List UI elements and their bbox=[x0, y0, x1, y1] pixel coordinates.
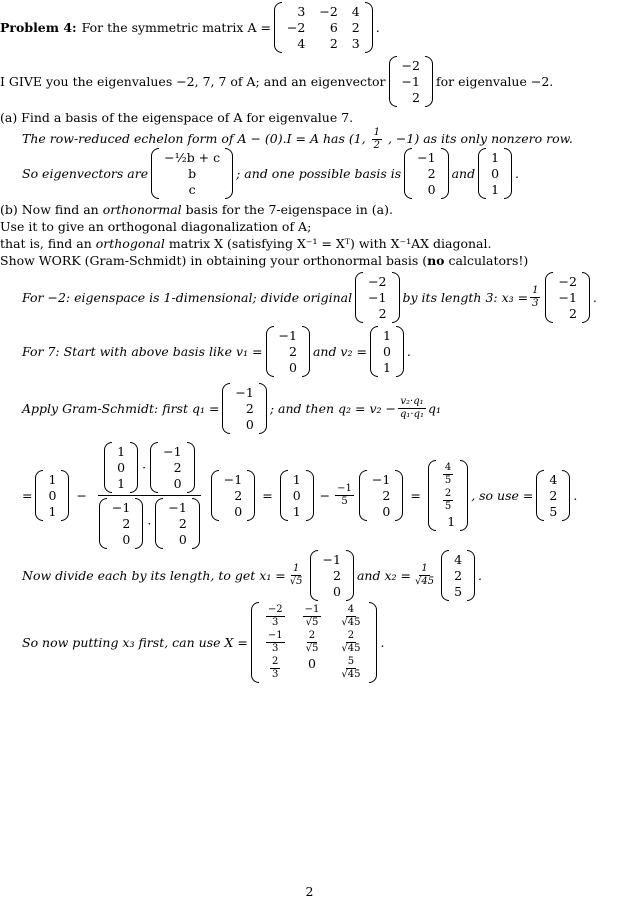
matrix-cell: −2 bbox=[558, 274, 577, 289]
matrix-cell bbox=[301, 604, 324, 629]
eigen-given-text: I GIVE you the eigenvalues −2, 7, 7 of A; and an eigenvector bbox=[0, 74, 386, 89]
matrix-cell: 1 bbox=[48, 472, 57, 487]
right-paren bbox=[396, 326, 404, 377]
matrix-cell: 0 bbox=[382, 504, 391, 519]
matrix-cell: −2 bbox=[319, 4, 338, 19]
period-text: . bbox=[515, 166, 520, 181]
projection-big-fraction bbox=[93, 440, 206, 551]
sqrt45-num: 1 bbox=[421, 563, 428, 574]
fraction-numerator: 2 bbox=[444, 488, 452, 499]
matrix-cell: −1 bbox=[558, 290, 577, 305]
matrix-cell: −1 bbox=[401, 74, 420, 89]
matrix-cells bbox=[43, 470, 61, 521]
fraction-denominator: 3 bbox=[272, 669, 279, 680]
cell-fraction bbox=[339, 656, 362, 681]
matrix-cells bbox=[378, 326, 396, 377]
matrix-cells bbox=[397, 56, 425, 107]
matrix-cells bbox=[288, 470, 306, 521]
left-paren bbox=[151, 148, 159, 199]
matrix-cell: 0 bbox=[307, 656, 316, 671]
left-paren bbox=[478, 148, 486, 199]
sqrt45-den: √45 bbox=[414, 576, 435, 587]
fraction-denominator: √5 bbox=[305, 643, 319, 654]
right-paren bbox=[365, 2, 373, 53]
cell-fraction bbox=[266, 630, 285, 655]
matrix-cell: −2 bbox=[286, 20, 306, 35]
matrix-cell bbox=[337, 630, 364, 655]
matrix-cell: 0 bbox=[48, 488, 57, 503]
num-q1 bbox=[150, 442, 194, 493]
matrix-cells bbox=[230, 383, 258, 434]
period-text-5: . bbox=[478, 568, 483, 583]
matrix-cell: 1 bbox=[491, 150, 500, 165]
projection-computation bbox=[22, 440, 577, 551]
coef-num: −1 bbox=[337, 483, 352, 494]
rref-text-post: , −1) as its only nonzero row. bbox=[387, 131, 573, 146]
matrix-cell: 2 bbox=[288, 344, 297, 359]
part-a-question: (a) Find a basis of the eigenspace of A for eigenvalue 7. bbox=[0, 110, 354, 125]
fraction-numerator: −2 bbox=[267, 604, 283, 615]
matrix-cell: c bbox=[188, 182, 196, 197]
general-eigenvector bbox=[151, 148, 233, 199]
fraction-denominator: 5 bbox=[444, 501, 452, 512]
matrix-cell: 2 bbox=[427, 166, 436, 181]
part-b3-post: matrix X (satisfying X⁻¹ = Xᵀ) with X⁻¹AX diagonal. bbox=[168, 236, 492, 251]
cell-fraction bbox=[443, 488, 453, 513]
matrix-cells bbox=[412, 148, 440, 199]
gs-frac-num: v₂·q₁ bbox=[400, 396, 424, 407]
right-paren bbox=[562, 470, 570, 521]
left-paren bbox=[370, 326, 378, 377]
matrix-cell: 0 bbox=[333, 584, 341, 599]
period-text-3: . bbox=[406, 344, 411, 359]
period-text-2: . bbox=[592, 290, 597, 305]
third-num: 1 bbox=[532, 285, 539, 296]
matrix-cell: 2 bbox=[245, 401, 254, 416]
rref-text-pre: The row-reduced echelon form of A − (0).I = A has (1, bbox=[22, 131, 366, 146]
cell-fraction bbox=[303, 604, 322, 629]
matrix-cell: 2 bbox=[351, 20, 360, 35]
v2-vector-b bbox=[35, 470, 69, 521]
right-paren bbox=[247, 470, 255, 521]
left-paren bbox=[389, 56, 397, 107]
for7-line bbox=[22, 326, 411, 377]
part-b4-bold: no bbox=[427, 253, 445, 268]
part-b-line-4 bbox=[0, 253, 528, 269]
matrix-a bbox=[274, 2, 373, 53]
right-paren bbox=[302, 326, 310, 377]
matrix-cells bbox=[219, 470, 247, 521]
half-den: 2 bbox=[373, 140, 380, 151]
matrix-cells bbox=[259, 602, 370, 683]
right-paren bbox=[460, 460, 468, 531]
matrix-cells bbox=[107, 498, 135, 549]
left-paren bbox=[536, 470, 544, 521]
matrix-cell bbox=[337, 656, 364, 681]
equals-sign-3: = bbox=[410, 488, 421, 503]
matrix-cell: 0 bbox=[122, 532, 131, 547]
gs-tail: q₁ bbox=[427, 401, 441, 416]
eigenvectors-line bbox=[22, 148, 519, 199]
left-paren bbox=[35, 470, 43, 521]
matrix-cell: 4 bbox=[549, 472, 558, 487]
fraction-denominator: √5 bbox=[305, 617, 319, 628]
period-text-4: . bbox=[573, 488, 578, 503]
left-paren bbox=[104, 442, 112, 493]
x3-vector bbox=[545, 272, 589, 323]
matrix-cells bbox=[486, 148, 504, 199]
equals-sign: = bbox=[22, 488, 33, 503]
matrix-cell: 4 bbox=[351, 4, 360, 19]
matrix-cell bbox=[264, 604, 287, 629]
fraction-denominator: 5 bbox=[444, 475, 452, 486]
original-eigenvector bbox=[355, 272, 399, 323]
left-paren bbox=[150, 442, 158, 493]
matrix-cell: 6 bbox=[329, 20, 338, 35]
matrix-cells bbox=[553, 272, 581, 323]
cell-fraction bbox=[339, 630, 362, 655]
matrix-cells bbox=[544, 470, 562, 521]
matrix-cell: 2 bbox=[549, 488, 558, 503]
matrix-cell bbox=[441, 462, 455, 487]
eigenvector-neg2 bbox=[389, 56, 433, 107]
matrix-cell: 0 bbox=[427, 182, 436, 197]
matrix-cell: −1 bbox=[417, 150, 436, 165]
left-paren bbox=[310, 550, 318, 601]
period-text-6: . bbox=[380, 635, 385, 650]
fraction-denominator: 3 bbox=[272, 643, 279, 654]
left-paren bbox=[428, 460, 436, 531]
projection-numerator bbox=[98, 440, 200, 496]
part-b4-post: calculators!) bbox=[448, 253, 529, 268]
right-paren bbox=[187, 442, 195, 493]
matrix-cell bbox=[264, 656, 287, 681]
x1-vector bbox=[310, 550, 354, 601]
matrix-cell: 2 bbox=[382, 488, 391, 503]
matrix-cell: 2 bbox=[333, 568, 341, 583]
matrix-cell: −1 bbox=[235, 385, 254, 400]
right-paren bbox=[467, 550, 475, 601]
matrix-cell: −1 bbox=[371, 472, 391, 487]
matrix-cell: −1 bbox=[322, 552, 341, 567]
fraction-numerator: −1 bbox=[304, 604, 320, 615]
matrix-cell: 4 bbox=[297, 36, 306, 51]
cell-fraction bbox=[443, 462, 453, 487]
matrix-cells bbox=[318, 550, 346, 601]
fraction-denominator: √45 bbox=[341, 617, 361, 628]
fraction-numerator: −1 bbox=[267, 630, 283, 641]
matrix-cell: −1 bbox=[223, 472, 243, 487]
right-paren bbox=[392, 272, 400, 323]
right-paren bbox=[259, 383, 267, 434]
matrix-cell bbox=[264, 630, 287, 655]
matrix-cell: 2 bbox=[378, 306, 387, 321]
left-paren bbox=[441, 550, 449, 601]
matrix-cells bbox=[449, 550, 467, 601]
eigen-given-post: for eigenvalue −2. bbox=[435, 74, 554, 89]
normalize-mid: and x₂ = bbox=[356, 568, 411, 583]
right-paren bbox=[582, 272, 590, 323]
left-paren bbox=[155, 498, 163, 549]
part-b1-post: basis for the 7-eigenspace in (a). bbox=[185, 202, 393, 217]
left-paren bbox=[274, 2, 282, 53]
left-paren bbox=[355, 272, 363, 323]
sqrt5-fraction bbox=[288, 563, 305, 588]
matrix-cell: 0 bbox=[178, 532, 187, 547]
matrix-cell: 1 bbox=[292, 472, 301, 487]
third-den: 3 bbox=[532, 298, 539, 309]
comma-text: . bbox=[375, 20, 380, 35]
matrix-cell: 1 bbox=[447, 514, 456, 529]
gs-mid: ; and then q₂ = v₂ − bbox=[269, 401, 396, 416]
fraction-numerator: 5 bbox=[347, 656, 355, 667]
matrix-cells bbox=[274, 326, 302, 377]
matrix-cell: 0 bbox=[382, 344, 391, 359]
projection-denominator bbox=[93, 496, 206, 551]
left-paren bbox=[251, 602, 259, 683]
coef-den: 5 bbox=[341, 496, 348, 507]
left-paren bbox=[280, 470, 288, 521]
for7-pre: For 7: Start with above basis like v₁ = bbox=[22, 344, 263, 359]
right-paren bbox=[130, 442, 138, 493]
coef-fraction bbox=[335, 483, 354, 508]
cell-fraction bbox=[270, 656, 280, 681]
matrix-cell: 0 bbox=[234, 504, 243, 519]
normalize-line bbox=[22, 550, 482, 601]
final-line bbox=[22, 602, 384, 683]
matrix-cell: 5 bbox=[549, 504, 558, 519]
matrix-cell bbox=[441, 488, 455, 513]
sqrt5-num: 1 bbox=[292, 563, 300, 574]
matrix-cell: 0 bbox=[292, 488, 301, 503]
part-b-line-3 bbox=[0, 236, 491, 252]
matrix-cells bbox=[159, 148, 225, 199]
matrix-cell: 2 bbox=[454, 568, 463, 583]
matrix-cell: −2 bbox=[401, 58, 420, 73]
matrix-cell: 0 bbox=[288, 360, 297, 375]
cell-fraction bbox=[304, 630, 321, 655]
matrix-cell: 2 bbox=[178, 516, 187, 531]
matrix-cells bbox=[436, 460, 460, 531]
matrix-cell: 1 bbox=[117, 444, 126, 459]
left-paren bbox=[222, 383, 230, 434]
matrix-cell: 1 bbox=[491, 182, 500, 197]
gram-schmidt-line bbox=[22, 383, 441, 434]
right-paren bbox=[225, 148, 233, 199]
matrix-cell: 0 bbox=[245, 417, 254, 432]
fraction-numerator: 4 bbox=[347, 604, 355, 615]
basis-text: ; and one possible basis is bbox=[236, 166, 402, 181]
right-paren bbox=[135, 498, 143, 549]
right-paren bbox=[395, 470, 403, 521]
matrix-cell: −½b + c bbox=[164, 150, 221, 165]
normalize-pre: Now divide each by its length, to get x₁ = bbox=[22, 568, 286, 583]
sqrt5-den: √5 bbox=[289, 576, 303, 587]
fraction-numerator: 4 bbox=[444, 462, 452, 473]
left-paren bbox=[359, 470, 367, 521]
matrix-cell: −2 bbox=[368, 274, 387, 289]
right-paren bbox=[306, 470, 314, 521]
matrix-cell: 1 bbox=[48, 504, 57, 519]
fraction-denominator: 3 bbox=[272, 617, 279, 628]
matrix-x bbox=[251, 602, 378, 683]
part-b-line-2: Use it to give an orthogonal diagonalization of A; bbox=[0, 219, 312, 234]
matrix-cell: 2 bbox=[234, 488, 243, 503]
gs-pre: Apply Gram-Schmidt: first q₁ = bbox=[22, 401, 220, 416]
matrix-cell: 3 bbox=[351, 36, 360, 51]
matrix-cells bbox=[363, 272, 391, 323]
right-paren bbox=[61, 470, 69, 521]
and-text: and bbox=[451, 166, 476, 181]
fraction-denominator: √45 bbox=[341, 669, 361, 680]
matrix-cell: 1 bbox=[382, 360, 391, 375]
matrix-cell: 4 bbox=[454, 552, 463, 567]
part-b1-pre: (b) Now find an bbox=[0, 202, 99, 217]
right-paren bbox=[192, 498, 200, 549]
basis-vector-2 bbox=[478, 148, 512, 199]
sqrt45-fraction bbox=[413, 563, 436, 588]
q1-vector-b bbox=[211, 470, 255, 521]
matrix-cell bbox=[301, 630, 324, 655]
dot-op-1: · bbox=[142, 460, 147, 475]
left-paren bbox=[211, 470, 219, 521]
matrix-cell: 5 bbox=[454, 584, 463, 599]
part-b4-pre: Show WORK (Gram-Schmidt) in obtaining your orthonormal basis ( bbox=[0, 253, 428, 268]
gs-projection-fraction bbox=[398, 396, 426, 421]
cell-fraction bbox=[339, 604, 362, 629]
matrix-cell: −1 bbox=[368, 290, 387, 305]
matrix-cell bbox=[337, 604, 364, 629]
basis-vector-1 bbox=[404, 148, 448, 199]
matrix-cell: 0 bbox=[491, 166, 500, 181]
right-paren bbox=[425, 56, 433, 107]
equals-sign-2: = bbox=[262, 488, 273, 503]
problem-statement bbox=[0, 2, 380, 53]
problem-label: Problem 4: bbox=[0, 20, 77, 35]
matrix-cell: 2 bbox=[568, 306, 577, 321]
matrix-cell: 3 bbox=[297, 4, 306, 19]
matrix-cell: −1 bbox=[163, 444, 182, 459]
part-b3-em: orthogonal bbox=[95, 236, 165, 251]
fraction-numerator: 2 bbox=[272, 656, 279, 667]
left-paren bbox=[99, 498, 107, 549]
matrix-cell: 1 bbox=[382, 328, 391, 343]
matrix-cell: 2 bbox=[329, 36, 338, 51]
left-paren bbox=[545, 272, 553, 323]
minus-sign-2: − bbox=[319, 488, 331, 503]
minus-sign: − bbox=[76, 488, 87, 503]
right-paren bbox=[346, 550, 354, 601]
matrix-cells bbox=[282, 2, 365, 53]
fraction-numerator: 2 bbox=[308, 630, 316, 641]
v1-vector bbox=[266, 326, 310, 377]
for7-mid: and v₂ = bbox=[312, 344, 367, 359]
dot-op-2: · bbox=[147, 516, 152, 531]
matrix-cell: 2 bbox=[412, 90, 420, 105]
matrix-cell: 1 bbox=[292, 504, 301, 519]
matrix-cells bbox=[158, 442, 186, 493]
fraction-denominator: √45 bbox=[341, 643, 361, 654]
matrix-cells bbox=[163, 498, 191, 549]
neg2-normalize-line bbox=[22, 272, 597, 323]
page-number: 2 bbox=[305, 884, 314, 899]
q1-vector-c bbox=[359, 470, 403, 521]
matrix-cell: −1 bbox=[111, 500, 131, 515]
so-eigvecs-text: So eigenvectors are bbox=[22, 166, 149, 181]
matrix-cell: b bbox=[188, 166, 197, 181]
right-paren bbox=[504, 148, 512, 199]
part-b3-pre: that is, find an bbox=[0, 236, 92, 251]
matrix-cell: 2 bbox=[173, 460, 182, 475]
num-v2 bbox=[104, 442, 138, 493]
neg2-mid: by its length 3: x₃ = bbox=[402, 290, 529, 305]
matrix-cell: 0 bbox=[173, 476, 182, 491]
q1-vector bbox=[222, 383, 266, 434]
matrix-cell: 2 bbox=[122, 516, 131, 531]
matrix-cell: −1 bbox=[168, 500, 187, 515]
den-q1a bbox=[99, 498, 143, 549]
so-use-text: , so use = bbox=[471, 488, 534, 503]
matrix-cell: 0 bbox=[117, 460, 126, 475]
v2-vector bbox=[370, 326, 404, 377]
right-paren bbox=[369, 602, 377, 683]
matrix-cells bbox=[112, 442, 130, 493]
eigen-given-line bbox=[0, 56, 553, 107]
left-paren bbox=[404, 148, 412, 199]
matrix-cell: −1 bbox=[278, 328, 297, 343]
v2-vector-c bbox=[280, 470, 314, 521]
right-paren bbox=[441, 148, 449, 199]
den-q1b bbox=[155, 498, 199, 549]
matrix-cell: 1 bbox=[117, 476, 126, 491]
q2-result-vector bbox=[428, 460, 468, 531]
part-b1-em: orthonormal bbox=[102, 202, 182, 217]
cell-fraction bbox=[266, 604, 285, 629]
gs-frac-den: q₁·q₁ bbox=[399, 409, 424, 420]
matrix-cells bbox=[367, 470, 395, 521]
left-paren bbox=[266, 326, 274, 377]
problem-intro: For the symmetric matrix A = bbox=[81, 20, 271, 35]
third-fraction bbox=[530, 285, 540, 310]
final-pre: So now putting x₃ first, can use X = bbox=[22, 635, 248, 650]
q2-scaled-vector bbox=[536, 470, 570, 521]
neg2-pre: For −2: eigenspace is 1-dimensional; divide original bbox=[22, 290, 353, 305]
half-num: 1 bbox=[373, 127, 380, 138]
fraction-numerator: 2 bbox=[347, 630, 355, 641]
x2-vector bbox=[441, 550, 475, 601]
part-b-line-1 bbox=[0, 202, 393, 218]
